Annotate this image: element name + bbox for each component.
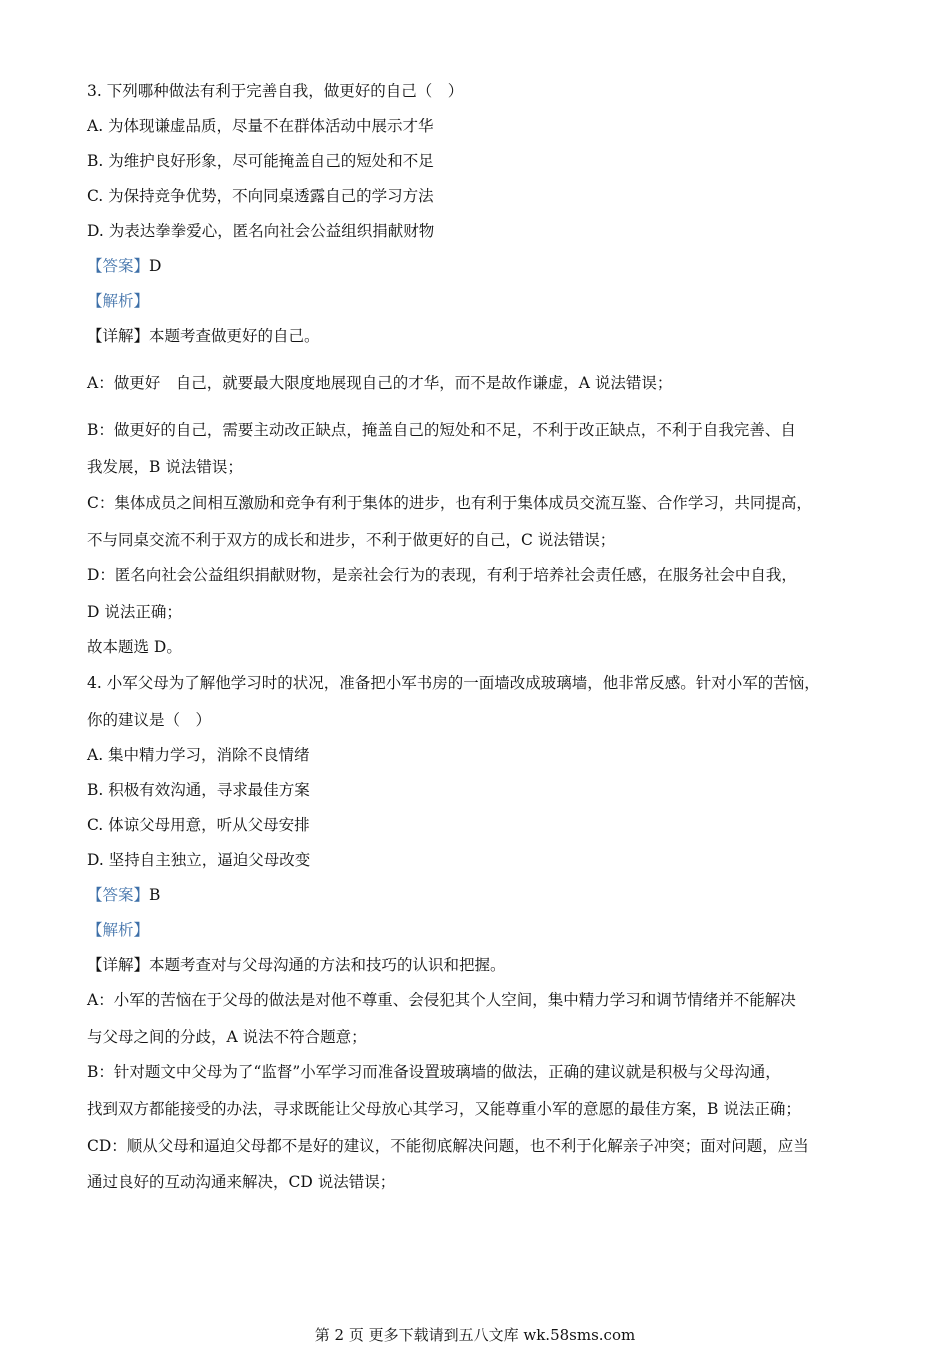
q3-explain-b-cont: 我发展，B 说法错误； bbox=[87, 458, 243, 476]
q4-answer bbox=[87, 885, 160, 905]
q4-option-c: C. 体谅父母用意，听从父母安排 bbox=[87, 816, 310, 834]
q4-detail bbox=[87, 955, 506, 975]
q3-detail bbox=[87, 326, 320, 346]
q3-option-c: C. 为保持竞争优势，不向同桌透露自己的学习方法 bbox=[87, 187, 434, 205]
answer-tag: 【答案】 bbox=[87, 886, 150, 904]
q4-analysis-tag: 【解析】 bbox=[87, 921, 150, 939]
q4-explain-b: B：针对题文中父母为了“监督”小军学习而准备设置玻璃墙的做法，正确的建议就是积极与父母沟通， bbox=[87, 1063, 781, 1081]
q3-explain-d-cont: D 说法正确； bbox=[87, 603, 182, 621]
answer-value: D bbox=[149, 257, 162, 275]
detail-tag: 【详解】 bbox=[87, 956, 150, 974]
q4-stem-cont: 你的建议是（ ） bbox=[87, 711, 212, 729]
answer-value: B bbox=[149, 886, 161, 904]
page-footer: 第 2 页 更多下载请到五八文库 wk.58sms.com bbox=[314, 1326, 636, 1344]
q3-explain-c-cont: 不与同桌交流不利于双方的成长和进步，不利于做更好的自己，C 说法错误； bbox=[87, 531, 616, 549]
q4-explain-a: A：小军的苦恼在于父母的做法是对他不尊重、会侵犯其个人空间，集中精力学习和调节情绪并不能解决 bbox=[87, 991, 796, 1009]
detail-tag: 【详解】 bbox=[87, 327, 150, 345]
q4-option-b: B. 积极有效沟通，寻求最佳方案 bbox=[87, 781, 310, 799]
q4-explain-a-cont: 与父母之间的分歧，A 说法不符合题意； bbox=[87, 1028, 367, 1046]
q3-explain-a: A：做更好 自己，就要最大限度地展现自己的才华，而不是故作谦虚，A 说法错误； bbox=[87, 374, 673, 392]
q3-option-b: B. 为维护良好形象，尽可能掩盖自己的短处和不足 bbox=[87, 152, 434, 170]
q4-option-a: A. 集中精力学习，消除不良情绪 bbox=[87, 746, 310, 764]
q3-explain-c: C：集体成员之间相互激励和竞争有利于集体的进步，也有利于集体成员交流互鉴、合作学习，共同提高， bbox=[87, 494, 812, 512]
q3-explain-b: B：做更好的自己，需要主动改正缺点，掩盖自己的短处和不足，不利于改正缺点，不利于自我完善、自 bbox=[87, 421, 796, 439]
q4-option-d: D. 坚持自主独立，逼迫父母改变 bbox=[87, 851, 311, 869]
q3-explain-d: D：匿名向社会公益组织捐献财物，是亲社会行为的表现，有利于培养社会责任感，在服务社会中自我， bbox=[87, 566, 797, 584]
detail-text: 本题考查做更好的自己。 bbox=[149, 327, 320, 345]
q3-answer bbox=[87, 256, 161, 276]
q4-explain-cd-cont: 通过良好的互动沟通来解决，CD 说法错误； bbox=[87, 1173, 396, 1191]
q3-stem: 3. 下列哪种做法有利于完善自我，做更好的自己（ ） bbox=[87, 82, 464, 100]
q3-option-a: A. 为体现谦虚品质，尽量不在群体活动中展示才华 bbox=[87, 117, 434, 135]
detail-text: 本题考查对与父母沟通的方法和技巧的认识和把握。 bbox=[149, 956, 506, 974]
q3-analysis-tag: 【解析】 bbox=[87, 292, 150, 310]
answer-tag: 【答案】 bbox=[87, 257, 150, 275]
q4-stem: 4. 小军父母为了解他学习时的状况，准备把小军书房的一面墙改成玻璃墙，他非常反感。针对小军的苦恼， bbox=[87, 674, 820, 692]
q4-explain-b-cont: 找到双方都能接受的办法，寻求既能让父母放心其学习，又能尊重小军的意愿的最佳方案，B 说法正确； bbox=[87, 1100, 801, 1118]
q4-explain-cd: CD：顺从父母和逼迫父母都不是好的建议，不能彻底解决问题，也不利于化解亲子冲突；面对问题，应当 bbox=[87, 1137, 809, 1155]
q3-option-d: D. 为表达拳拳爱心，匿名向社会公益组织捐献财物 bbox=[87, 222, 435, 240]
q3-conclusion: 故本题选 D。 bbox=[87, 638, 182, 656]
